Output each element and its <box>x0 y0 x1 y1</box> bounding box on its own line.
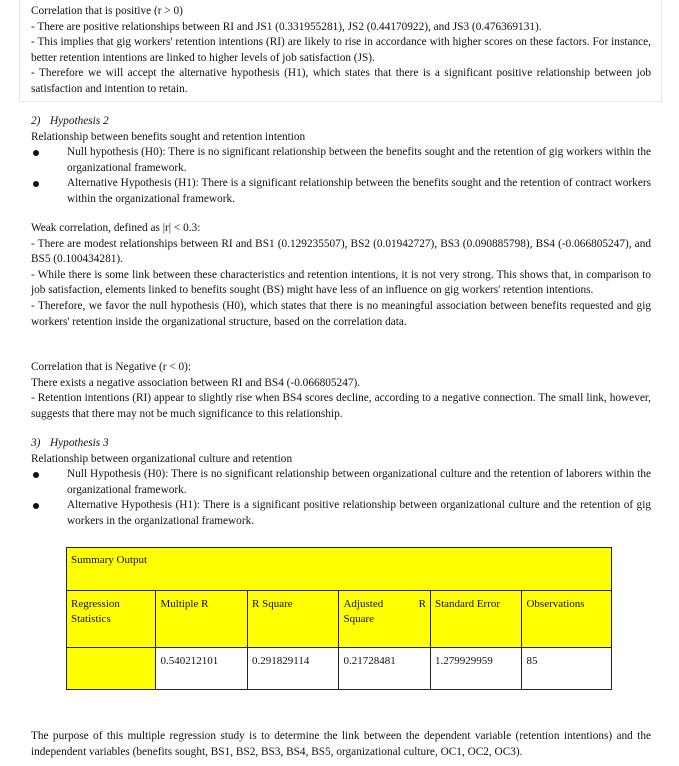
header-standard-error: Standard Error <box>430 591 522 648</box>
hypothesis-2-section <box>31 114 651 208</box>
bullet-icon <box>33 472 39 478</box>
value-multiple-r: 0.540212101 <box>156 648 248 690</box>
page-border-left <box>19 0 20 101</box>
weak-correlation-section <box>31 221 651 330</box>
hypothesis-3-heading <box>31 436 651 452</box>
hypothesis-3-list <box>31 467 651 529</box>
header-r-square: R Square <box>247 591 339 648</box>
table-title-cell: Summary Output <box>67 548 612 591</box>
closing-paragraph: The purpose of this multiple regression study is to determine the link between the dependent variable (retention intentions) and the independent variables (benefits sought, BS1, BS2, BS3, BS4, BS5, organizational culture, OC1, OC2, OC3). <box>31 730 651 758</box>
bullet-icon <box>33 503 39 509</box>
page-border-right <box>661 0 662 101</box>
negative-correlation-line-2: - Retention intentions (RI) appear to slightly rise when BS4 scores decline, according to a negative connection. The small link, however, suggests that there may not be much significance to this relationship. <box>31 392 651 420</box>
header-observations: Observations <box>522 591 612 648</box>
positive-correlation-line-3: - Therefore we will accept the alternative hypothesis (H1), which states that there is a significant positive relationship between job satisfaction and intention to retain. <box>31 67 651 95</box>
hypothesis-2-list <box>31 145 651 207</box>
value-observations: 85 <box>522 648 612 690</box>
negative-correlation-title: Correlation that is Negative (r < 0): <box>31 361 192 373</box>
hypothesis-3-null <box>31 467 651 498</box>
summary-output-table <box>66 547 612 690</box>
positive-correlation-line-2: - This implies that gig workers' retention intentions (RI) are likely to rise in accordance with higher scores on these factors. For instance, better retention intentions are linked to higher levels of job satisfaction (JS). <box>31 36 651 64</box>
hypothesis-2-subtitle: Relationship between benefits sought and retention intention <box>31 130 306 143</box>
table-value-row <box>67 648 612 690</box>
weak-correlation-line-3: - Therefore, we favor the null hypothesis (H0), which states that there is no meaningful association between benefits requested and gig workers' retention inside the organizational structure, based on the correlation data. <box>31 299 651 328</box>
hypothesis-2-null-text: Null hypothesis (H0): There is no significant relationship between the benefits sought and the retention of gig workers within the organizational framework. <box>67 146 651 174</box>
negative-correlation-section <box>31 360 651 422</box>
square-word: Square <box>343 613 375 625</box>
r-word: R <box>418 598 426 610</box>
table-header-row <box>67 591 612 648</box>
hypothesis-2-alternative-text: Alternative Hypothesis (H1): There is a significant relationship between the benefits sought and the retention of contract workers within the organizational framework. <box>67 177 651 205</box>
bullet-icon <box>33 150 39 156</box>
value-r-square: 0.291829114 <box>247 648 339 690</box>
adjusted-word: Adjusted <box>343 598 384 610</box>
value-regression-statistics <box>67 648 156 690</box>
hypothesis-3-null-text: Null Hypothesis (H0): There is no significant relationship between organizational culture and the retention of laborers within the organizational framework. <box>67 468 651 496</box>
negative-correlation-line-1: There exists a negative association between RI and BS4 (-0.066805247). <box>31 376 361 389</box>
header-regression-statistics: Regression Statistics <box>67 591 156 648</box>
header-adjusted-r-square <box>339 591 431 648</box>
value-adjusted-r-square: 0.21728481 <box>339 648 431 690</box>
value-standard-error: 1.279929959 <box>430 648 522 690</box>
hypothesis-3-label: Hypothesis 3 <box>50 437 109 449</box>
hypothesis-2-label: Hypothesis 2 <box>50 115 109 127</box>
header-multiple-r: Multiple R <box>156 591 248 648</box>
hypothesis-2-heading <box>31 114 651 130</box>
hypothesis-3-alternative-text: Alternative Hypothesis (H1): There is a significant positive relationship between organizational culture and the retention of gig workers in the organizational framework. <box>67 499 651 527</box>
bullet-icon <box>33 181 39 187</box>
closing-section <box>31 729 651 760</box>
hypothesis-2-null <box>31 145 651 176</box>
positive-correlation-title: Correlation that is positive (r > 0) <box>31 5 183 17</box>
hypothesis-3-number: 3) <box>31 437 41 449</box>
hypothesis-2-alternative <box>31 176 651 207</box>
table-title-row <box>67 548 612 591</box>
hypothesis-3-section <box>31 436 651 530</box>
adjusted-r-square-label-line <box>343 597 426 612</box>
weak-correlation-line-1: - There are modest relationships between RI and BS1 (0.129235507), BS2 (0.01942727), BS3 (0.090885798), BS4 (-0.066805247), and BS5 (0.100434281). <box>31 237 651 266</box>
weak-correlation-title: Weak correlation, defined as |r| < 0.3: <box>31 222 201 234</box>
hypothesis-3-subtitle: Relationship between organizational culture and retention <box>31 452 293 465</box>
positive-correlation-section <box>31 4 651 98</box>
hypothesis-3-alternative <box>31 498 651 529</box>
positive-correlation-line-1: - There are positive relationships between RI and JS1 (0.331955281), JS2 (0.44170922), and JS3 (0.476369131). <box>31 20 542 33</box>
page-border-line <box>19 101 662 102</box>
weak-correlation-line-2: - While there is some link between these characteristics and retention intentions, it is not very strong. This shows that, in comparison to job satisfaction, elements linked to benefits sought (BS) might have less of an influence on gig workers' retention intentions. <box>31 268 651 297</box>
hypothesis-2-number: 2) <box>31 115 41 127</box>
